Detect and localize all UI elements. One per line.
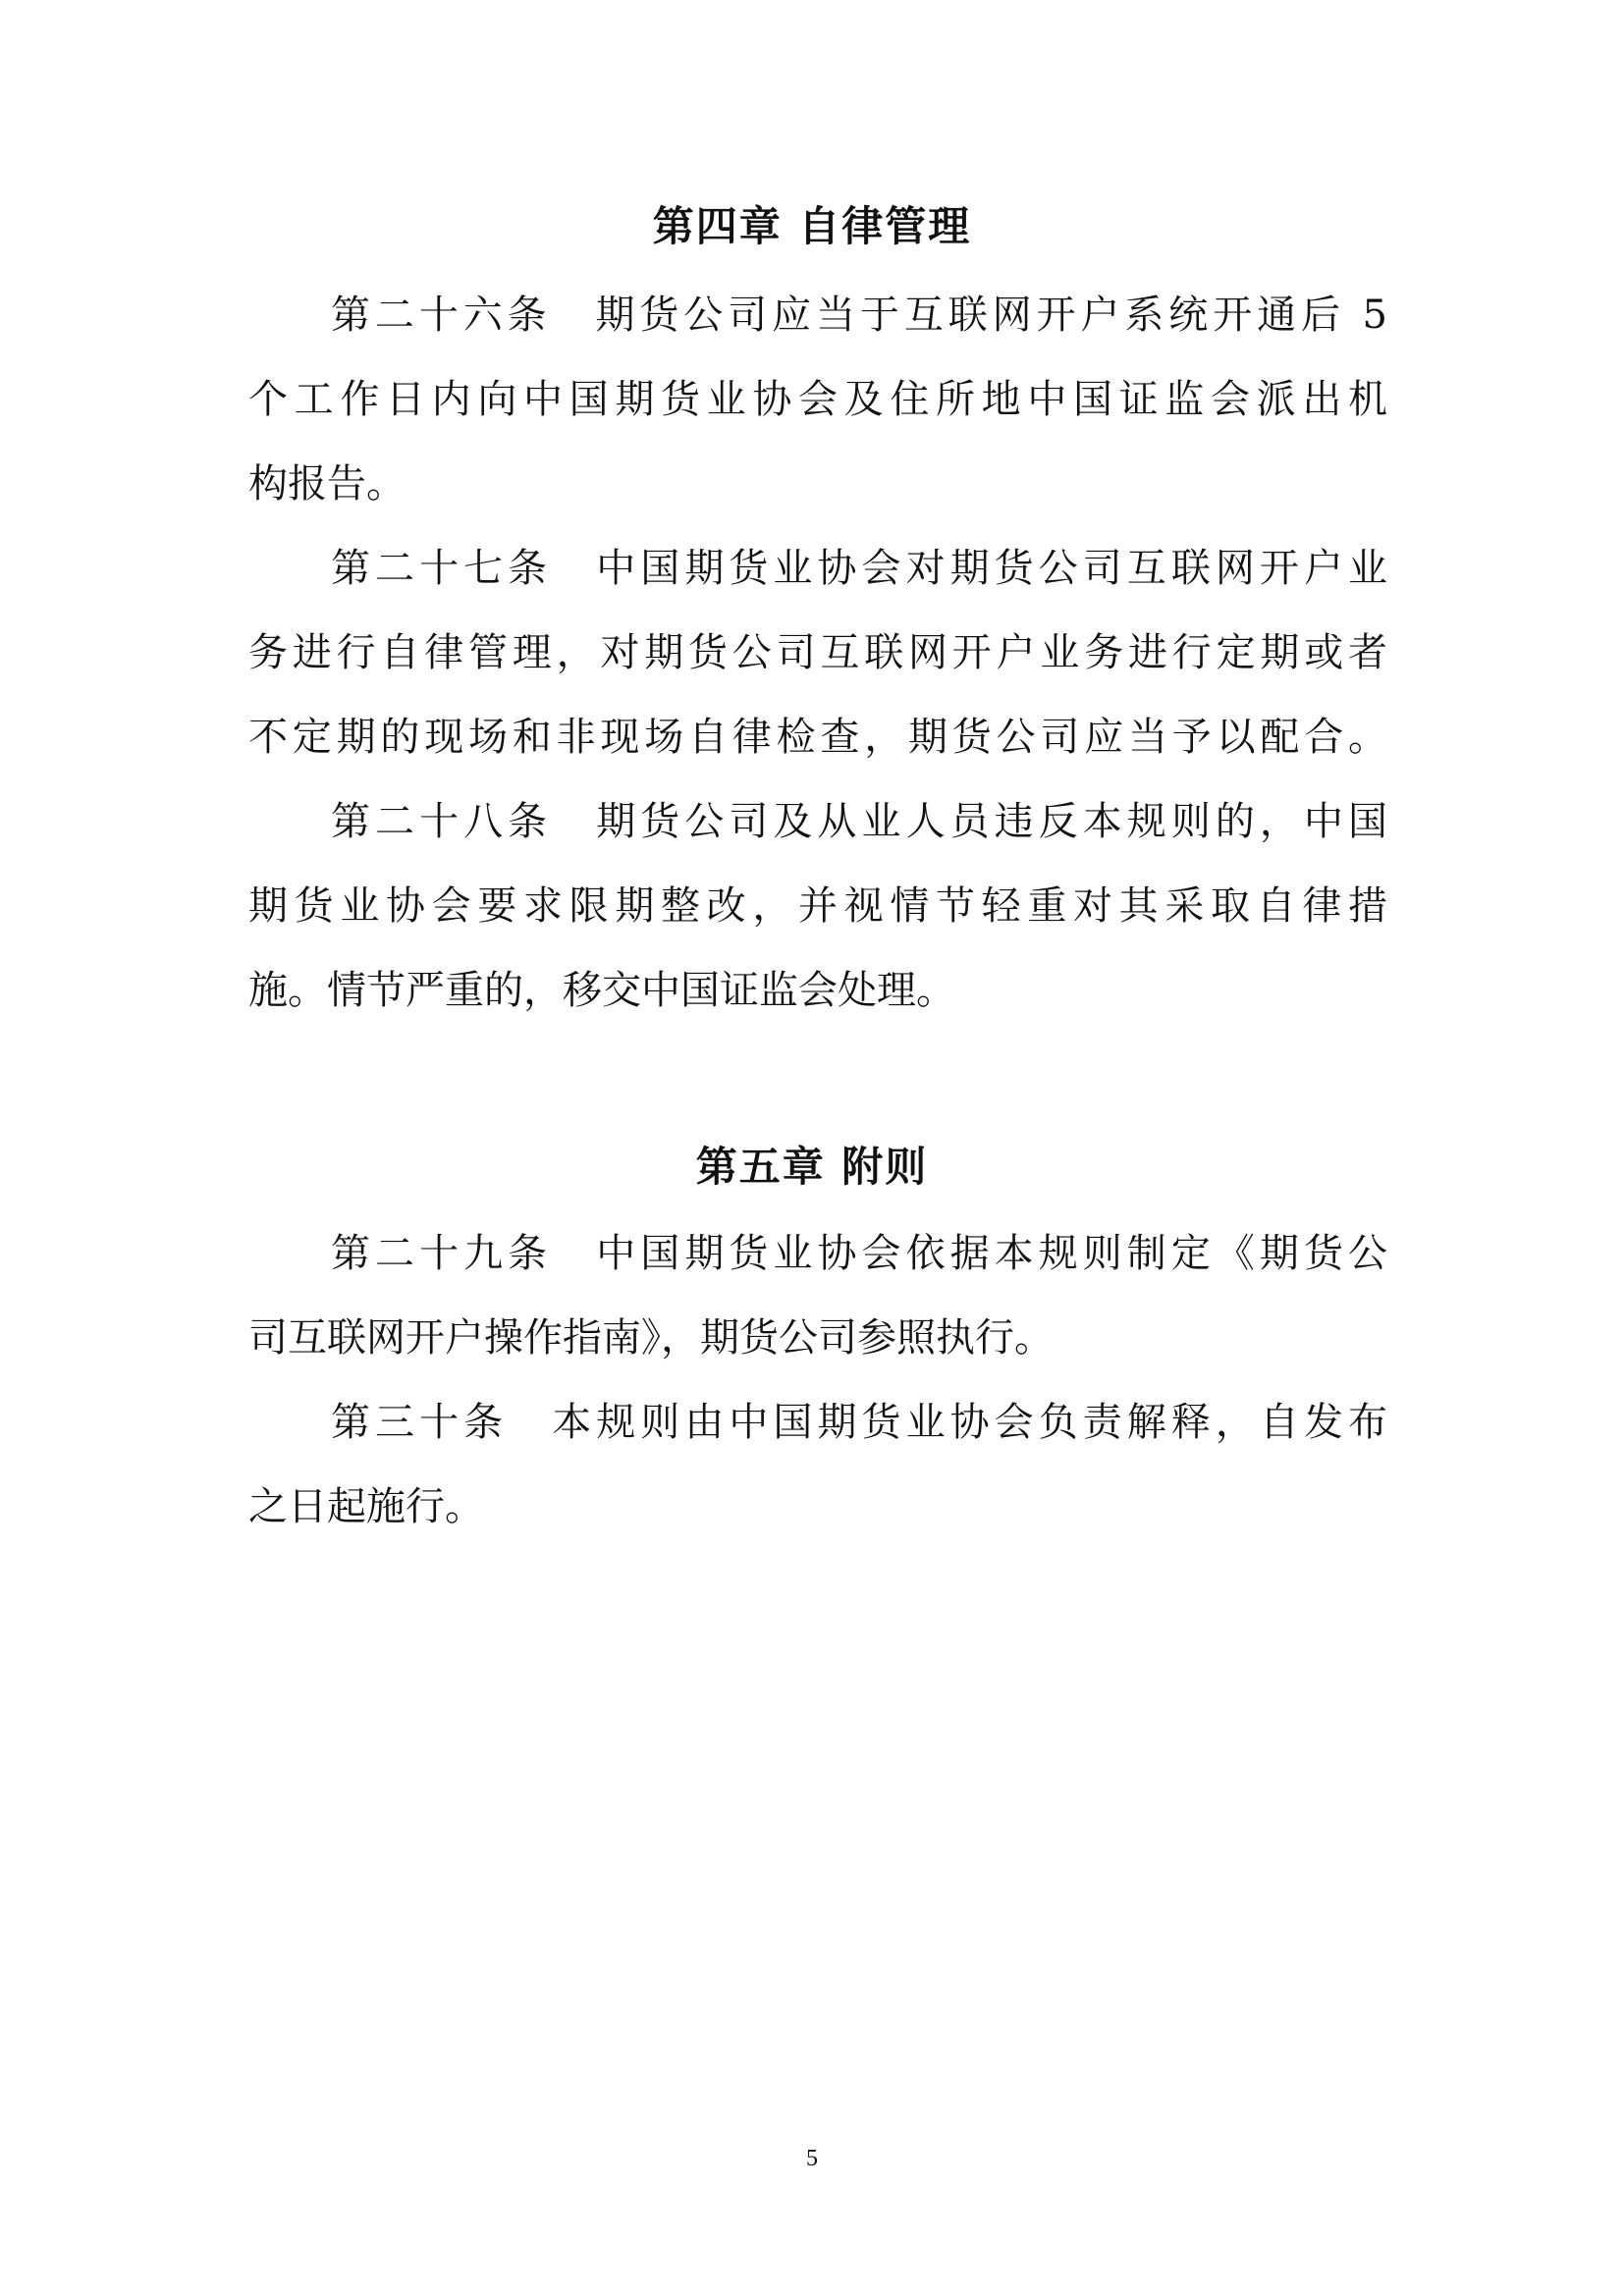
article-30-line-1: 第三十条 本规则由中国期货业协会负责解释，自发布 xyxy=(331,1400,1387,1445)
article-28-line-3: 施。情节严重的，移交中国证监会处理。 xyxy=(248,968,955,1013)
article-26-line-2: 个工作日内向中国期货业协会及住所地中国证监会派出机 xyxy=(248,377,1387,422)
article-29-line-2: 司互联网开户操作指南》，期货公司参照执行。 xyxy=(248,1315,1054,1361)
article-27-line-2: 务进行自律管理，对期货公司互联网开户业务进行定期或者 xyxy=(248,630,1387,675)
chapter-5-title: 第五章 附则 xyxy=(695,1143,929,1191)
chapter-4-title: 第四章 自律管理 xyxy=(652,202,972,250)
article-29-line-1: 第二十九条 中国期货业协会依据本规则制定《期货公 xyxy=(331,1231,1387,1276)
article-26-line-1: 第二十六条 期货公司应当于互联网开户系统开通后 5 xyxy=(331,293,1387,338)
article-27-line-3: 不定期的现场和非现场自律检查，期货公司应当予以配合。 xyxy=(248,715,1387,760)
page-number: 5 xyxy=(806,2146,818,2171)
article-30-line-2: 之日起施行。 xyxy=(248,1484,484,1529)
article-28-line-2: 期货业协会要求限期整改，并视情节轻重对其采取自律措 xyxy=(248,883,1387,929)
article-26-line-3: 构报告。 xyxy=(248,461,406,507)
article-27-line-1: 第二十七条 中国期货业协会对期货公司互联网开户业 xyxy=(331,546,1387,591)
article-28-line-1: 第二十八条 期货公司及从业人员违反本规则的，中国 xyxy=(331,799,1387,844)
